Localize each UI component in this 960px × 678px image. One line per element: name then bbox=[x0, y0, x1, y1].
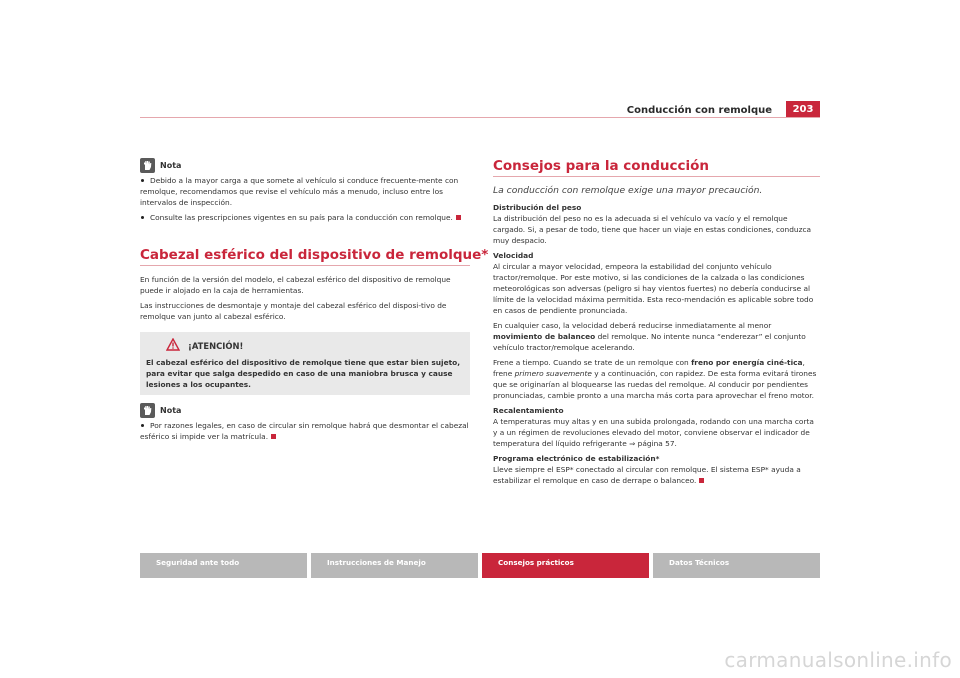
bullet-dot-icon bbox=[141, 424, 144, 427]
end-square-icon bbox=[699, 478, 704, 483]
header-rule bbox=[140, 117, 820, 118]
section-title-driving-tips: Consejos para la conducción bbox=[493, 158, 709, 174]
left-column bbox=[140, 158, 489, 446]
page-number-badge: 203 bbox=[786, 101, 820, 117]
bullet-dot-icon bbox=[141, 216, 144, 219]
footer-tab-instrucciones[interactable]: Instrucciones de Manejo bbox=[311, 553, 478, 578]
note-bullet: Debido a la mayor carga a que somete al vehículo si conduce frecuente-mente con remolque, recomendamos que revise el vehículo más a menudo, incluso entre los intervalos de inspección. bbox=[140, 176, 459, 207]
block-label: Programa electrónico de estabilización* bbox=[493, 454, 660, 463]
running-header-title: Conducción con remolque bbox=[626, 105, 772, 116]
note-heading bbox=[140, 158, 470, 173]
warning-label: ¡ATENCIÓN! bbox=[188, 340, 244, 351]
block-label: Distribución del peso bbox=[493, 203, 582, 212]
right-column bbox=[493, 158, 820, 490]
paragraph: Las instrucciones de desmontaje y montaje del cabezal esférico del disposi-tivo de remolque van junto al cabezal esférico. bbox=[140, 301, 447, 321]
paragraph: Velocidad Al circular a mayor velocidad, empeora la estabilidad del conjunto vehículo tractor/remolque. Por este motivo, si las condiciones de la calzada o las condiciones meteorológicas son adversas (peligro si hay vientos fuertes) no debería conducirse al límite de la velocidad máxima permitida. Esta reco-mendación es aplicable sobre todo en casos de pendiente pronunciada. bbox=[493, 250, 820, 316]
warning-box bbox=[140, 332, 470, 395]
footer-tab-datos[interactable]: Datos Técnicos bbox=[653, 553, 820, 578]
hand-note-icon bbox=[140, 403, 155, 418]
end-square-icon bbox=[271, 434, 276, 439]
note-bullet: Por razones legales, en caso de circular sin remolque habrá que desmontar el cabezal esférico si impide ver la matrícula. bbox=[140, 421, 469, 441]
footer-tab-consejos[interactable]: Consejos prácticos bbox=[482, 553, 649, 578]
hand-note-icon bbox=[140, 158, 155, 173]
bullet-dot-icon bbox=[141, 179, 144, 182]
paragraph: En función de la versión del modelo, el cabezal esférico del dispositivo de remolque puede ir alojado en la caja de herramientas. bbox=[140, 275, 451, 295]
paragraph: En cualquier caso, la velocidad deberá reducirse inmediatamente al menor movimiento de balanceo del remolque. No intente nunca “enderezar” el conjunto vehículo tractor/remolque acelerando. bbox=[493, 321, 806, 352]
warning-heading bbox=[166, 338, 464, 354]
warning-text: El cabezal esférico del dispositivo de remolque tiene que estar bien sujeto, para evitar que salga despedido en caso de una maniobra brusca y cause lesiones a los ocupantes. bbox=[146, 358, 461, 389]
paragraph: Recalentamiento A temperaturas muy altas y en una subida prolongada, rodando con una marcha corta y a un régimen de revoluciones elevado del motor, conviene observar el indicador de temperatura del líquido refrigerante ⇒ página 57. bbox=[493, 405, 820, 449]
block-label: Recalentamiento bbox=[493, 406, 564, 415]
note-heading bbox=[140, 403, 470, 418]
note-label: Nota bbox=[160, 406, 182, 415]
paragraph: Frene a tiempo. Cuando se trate de un remolque con freno por energía ciné-tica, frene primero suavemente y a continuación, con rapidez. De esta forma evitará tirones que se originarían al bloquearse las ruedas del remolque. Al conducir por pendientes pronunciadas, cambie pronto a una marcha más corta para aprovechar el freno motor. bbox=[493, 358, 817, 400]
warning-triangle-icon bbox=[166, 338, 180, 354]
paragraph: Programa electrónico de estabilización* Lleve siempre el ESP* conectado al circular con remolque. El sistema ESP* ayuda a estabilizar el remolque en caso de derrape o balanceo. bbox=[493, 453, 820, 486]
section-rule bbox=[493, 176, 820, 177]
watermark: carmanualsonline.info bbox=[724, 648, 952, 672]
footer-tab-seguridad[interactable]: Seguridad ante todo bbox=[140, 553, 307, 578]
note-label: Nota bbox=[160, 161, 182, 170]
section-rule bbox=[140, 265, 470, 266]
note-bullet: Consulte las prescripciones vigentes en su país para la conducción con remolque. bbox=[140, 212, 470, 223]
block-label: Velocidad bbox=[493, 251, 534, 260]
paragraph: Distribución del peso La distribución del peso no es la adecuada si el vehículo va vacío y el remolque cargado. Si, a pesar de todo, tiene que hacer un viaje en estas condiciones, conduzca muy despacio. bbox=[493, 202, 820, 246]
section-title-ball-head: Cabezal esférico del dispositivo de remolque* bbox=[140, 247, 489, 263]
end-square-icon bbox=[456, 215, 461, 220]
section-subtitle: La conducción con remolque exige una mayor precaución. bbox=[493, 185, 763, 196]
footer-nav bbox=[140, 553, 820, 578]
